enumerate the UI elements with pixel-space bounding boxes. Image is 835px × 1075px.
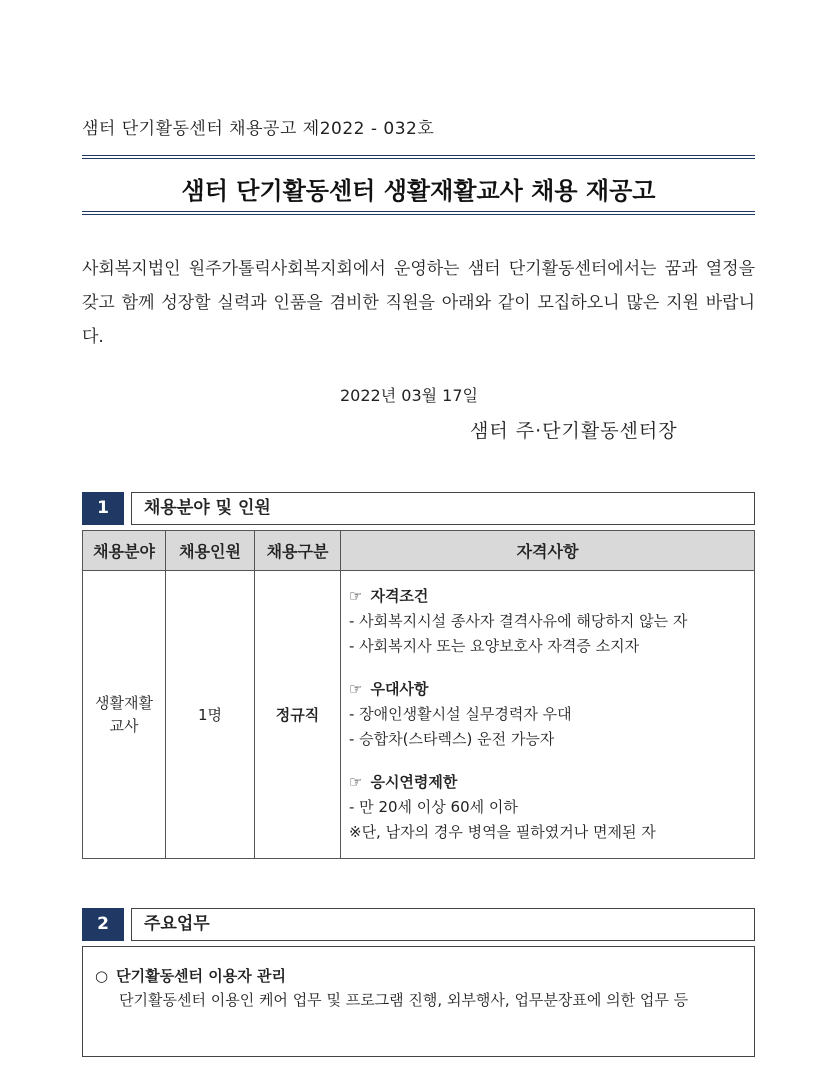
notice-number: 샘터 단기활동센터 채용공고 제2022 - 032호 [82,119,435,139]
qualification-group [349,770,746,845]
intro-paragraph: 사회복지법인 원주가톨릭사회복지회에서 운영하는 샘터 단기활동센터에서는 꿈과 열정을 갖고 함께 성장할 실력과 인품을 겸비한 직원을 아래와 같이 모집하오니 많은 지원 바랍니다. [82,259,755,347]
qualification-heading: 자격조건 [370,587,429,605]
qualification-group [349,677,746,752]
title-box [82,155,755,215]
cell-qualifications [341,571,755,859]
table-row [83,571,755,859]
cell-count: 1명 [166,571,255,859]
recruitment-table [82,530,755,859]
qualification-item: - 사회복지시설 종사자 결격사유에 해당하지 않는 자 [349,612,688,630]
qualification-heading: 응시연령제한 [370,773,458,791]
cell-type: 정규직 [255,571,341,859]
qualification-item: - 사회복지사 또는 요양보호사 자격증 소지자 [349,637,640,655]
signer: 샘터 주·단기활동센터장 [470,420,678,442]
section-2-header [82,908,755,941]
col-header-field: 채용분야 [83,531,166,571]
qualification-group [349,584,746,659]
col-header-count: 채용인원 [166,531,255,571]
table-header-row [83,531,755,571]
qualification-item: - 만 20세 이상 60세 이하 [349,798,518,816]
pointing-hand-icon: ☞ [349,587,363,605]
duty-heading: 단기활동센터 이용자 관리 [116,967,286,985]
qualification-heading: 우대사항 [370,680,429,698]
page-title: 샘터 단기활동센터 생활재활교사 채용 재공고 [181,177,656,205]
field-text: 생활재활교사 [95,693,153,735]
circle-bullet-icon: ○ [95,967,109,985]
duty-description: 단기활동센터 이용인 케어 업무 및 프로그램 진행, 외부행사, 업무분장표에 의한 업무 등 [119,991,689,1009]
pointing-hand-icon: ☞ [349,680,363,698]
qualification-item: - 승합차(스타렉스) 운전 가능자 [349,730,555,748]
qualification-item: - 장애인생활시설 실무경력자 우대 [349,705,572,723]
duties-box [82,946,755,1057]
pointing-hand-icon: ☞ [349,773,363,791]
col-header-type: 채용구분 [255,531,341,571]
qualification-item: ※단, 남자의 경우 병역을 필하였거나 면제된 자 [349,823,656,841]
section-2-title: 주요업무 [131,908,755,941]
section-1-header [82,492,755,525]
section-2-number: 2 [82,908,124,941]
col-header-qualifications: 자격사항 [341,531,755,571]
section-1-number: 1 [82,492,124,525]
notice-date: 2022년 03월 17일 [340,386,478,405]
cell-field [83,571,166,859]
section-1-title: 채용분야 및 인원 [131,492,755,525]
